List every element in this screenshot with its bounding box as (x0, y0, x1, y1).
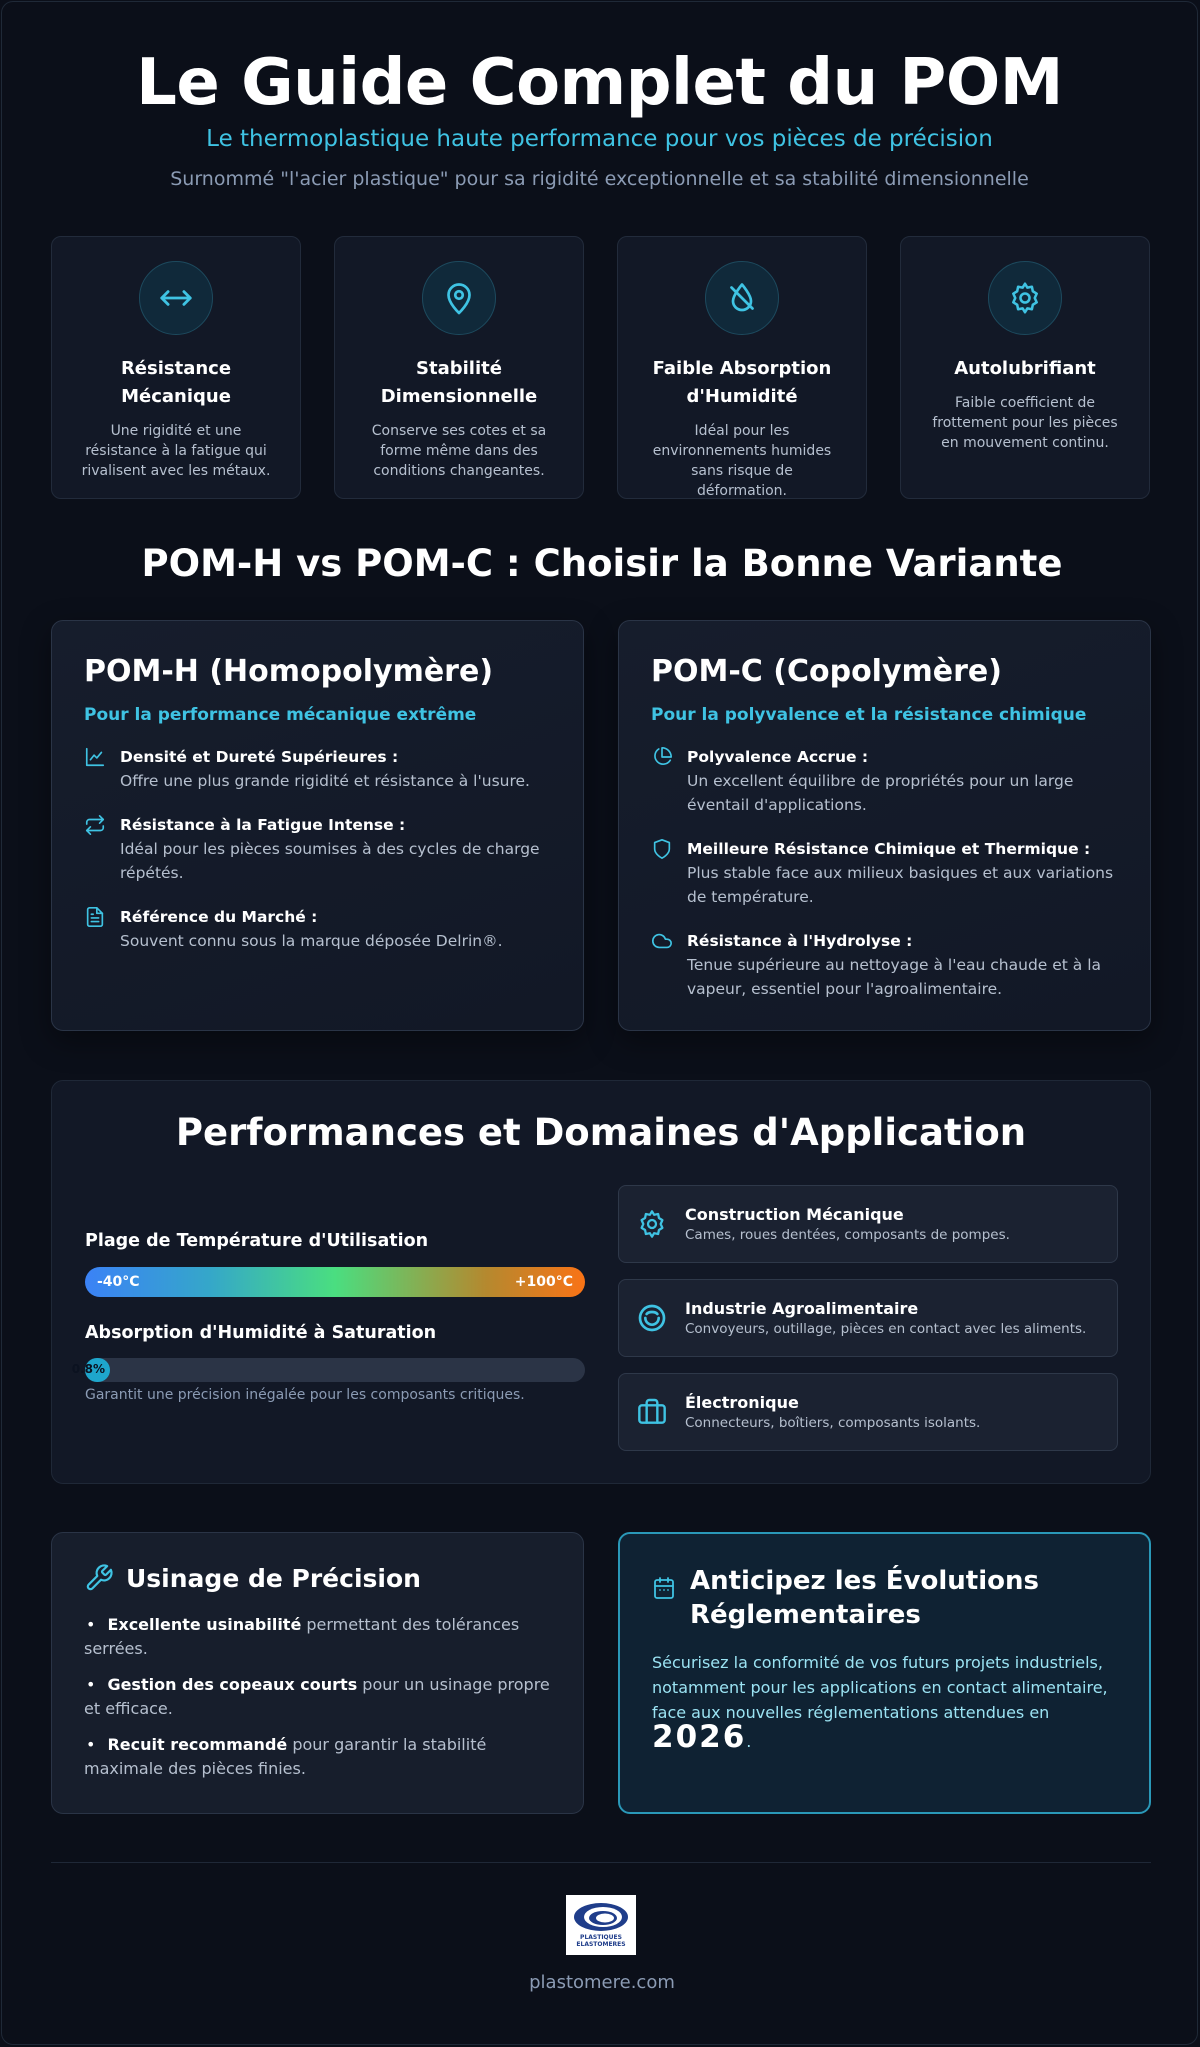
feature-desc: Idéal pour les environnements humides sans risque de déformation. (652, 423, 832, 499)
document-icon (84, 906, 108, 953)
pom-c-card (618, 620, 1151, 1031)
wrench-icon (84, 1563, 114, 1593)
page-title: Le Guide Complet du POM (136, 46, 1063, 120)
item-bold: Excellente usinabilité (107, 1615, 302, 1634)
feature-card-humidity (617, 236, 867, 499)
temperature-max: +100°C (514, 1274, 573, 1290)
calendar-icon (652, 1576, 676, 1600)
variants-section-title: POM-H vs POM-C : Choisir la Bonne Variante (141, 542, 1063, 585)
list-item (84, 813, 551, 885)
item-text: pour garantir la stabilité maximale des pièces finies. (84, 1735, 487, 1778)
brand-logo[interactable] (566, 1895, 636, 1955)
machining-title: Usinage de Précision (126, 1563, 421, 1593)
item-title: Polyvalence Accrue : (687, 748, 869, 766)
footer-site-link[interactable]: plastomere.com (529, 1972, 675, 1993)
droplet-off-icon (705, 261, 779, 335)
cloud-icon (651, 930, 675, 1001)
humidity-progress-fill (71, 1358, 110, 1382)
machining-card (51, 1532, 584, 1814)
item-text: Plus stable face aux milieux basiques et aux variations de température. (687, 864, 1114, 906)
feature-desc: Faible coefficient de frottement pour les pièces en mouvement continu. (932, 395, 1118, 451)
application-card-mechanical (618, 1185, 1118, 1263)
footer-divider (51, 1862, 1151, 1863)
pom-h-subtitle: Pour la performance mécanique extrême (84, 705, 477, 725)
feature-title: Autolubrifiant (954, 358, 1096, 379)
feature-title: Faible Absorption d'Humidité (652, 358, 832, 407)
temperature-range-bar (85, 1267, 585, 1297)
arrows-horizontal-icon (139, 261, 213, 335)
regulation-end: . (746, 1732, 752, 1751)
regulation-title: Anticipez les Évolutions Réglementaires (690, 1566, 1039, 1630)
pom-h-card (51, 620, 584, 1031)
item-bold: Gestion des copeaux courts (107, 1675, 358, 1694)
list-item (84, 745, 551, 793)
regulation-year: 2026 (652, 1719, 747, 1755)
pom-c-subtitle: Pour la polyvalence et la résistance chimique (651, 705, 1087, 725)
pom-h-title: POM-H (Homopolymère) (84, 654, 494, 689)
page-tagline: Surnommé "l'acier plastique" pour sa rigidité exceptionnelle et sa stabilité dimensionnelle (170, 168, 1029, 190)
briefcase-icon (635, 1395, 669, 1429)
application-desc: Convoyeurs, outillage, pièces en contact avec les aliments. (685, 1321, 1087, 1337)
list-item (84, 905, 551, 953)
pie-chart-icon (651, 746, 675, 817)
regulation-card (618, 1532, 1151, 1814)
logo-line2: ELASTOMERES (576, 1941, 626, 1948)
humidity-progress-bar (71, 1358, 585, 1382)
humidity-note: Garantit une précision inégalée pour les composants critiques. (85, 1387, 525, 1403)
list-item: • Recuit recommandé pour garantir la stabilité maximale des pièces finies. (84, 1735, 487, 1778)
item-text: Idéal pour les pièces soumises à des cycles de charge répétés. (120, 840, 540, 882)
list-item: • Gestion des copeaux courts pour un usinage propre et efficace. (84, 1675, 550, 1718)
application-card-electronics (618, 1373, 1118, 1451)
list-item: • Excellente usinabilité permettant des tolérances serrées. (84, 1615, 520, 1658)
performance-title: Performances et Domaines d'Application (175, 1111, 1027, 1154)
repeat-icon (84, 814, 108, 885)
shield-icon (651, 838, 675, 909)
item-title: Meilleure Résistance Chimique et Thermique : (687, 840, 1091, 858)
gear-icon (635, 1207, 669, 1241)
feature-title: Résistance Mécanique (120, 358, 232, 407)
feature-card-mechanical (51, 236, 301, 499)
feature-desc: Une rigidité et une résistance à la fatigue qui rivalisent avec les métaux. (81, 423, 271, 479)
item-title: Résistance à la Fatigue Intense : (120, 816, 406, 834)
feature-desc: Conserve ses cotes et sa forme même dans des conditions changeantes. (371, 423, 547, 479)
temperature-min: -40°C (97, 1274, 140, 1290)
feature-card-lubricant (900, 236, 1150, 499)
item-title: Densité et Dureté Supérieures : (120, 748, 399, 766)
list-item (651, 837, 1118, 909)
feature-card-stability (334, 236, 584, 499)
application-desc: Connecteurs, boîtiers, composants isolants. (685, 1415, 981, 1431)
humidity-label: Absorption d'Humidité à Saturation (85, 1323, 437, 1343)
bowl-icon (635, 1301, 669, 1335)
item-text: permettant des tolérances serrées. (84, 1615, 520, 1658)
application-title: Construction Mécanique (685, 1205, 904, 1224)
humidity-value: 0.8% (71, 1362, 105, 1376)
list-item (651, 929, 1118, 1001)
item-title: Résistance à l'Hydrolyse : (687, 932, 913, 950)
pom-c-title: POM-C (Copolymère) (651, 654, 1002, 689)
line-chart-icon (84, 746, 108, 793)
logo-line1: PLASTIQUES (580, 1934, 622, 1941)
logo-mark-icon (572, 1902, 630, 1934)
hero (2, 2, 1197, 190)
map-pin-icon (422, 261, 496, 335)
item-text: Offre une plus grande rigidité et résistance à l'usure. (120, 772, 530, 790)
list-item (651, 745, 1118, 817)
application-desc: Cames, roues dentées, composants de pompes. (685, 1227, 1010, 1243)
application-title: Industrie Agroalimentaire (685, 1299, 919, 1318)
temperature-label: Plage de Température d'Utilisation (85, 1231, 429, 1251)
item-bold: Recuit recommandé (107, 1735, 288, 1754)
application-title: Électronique (685, 1393, 799, 1412)
item-text: Tenue supérieure au nettoyage à l'eau chaude et à la vapeur, essentiel pour l'agroalimentaire. (687, 956, 1102, 998)
page (1, 1, 1198, 2045)
features-row (51, 236, 1151, 499)
item-text: Un excellent équilibre de propriétés pour un large éventail d'applications. (687, 772, 1074, 814)
page-subtitle: Le thermoplastique haute performance pour vos pièces de précision (206, 126, 993, 152)
gear-icon (988, 261, 1062, 335)
regulation-text: Sécurisez la conformité de vos futurs projets industriels, notamment pour les applications en contact alimentaire, face aux nouvelles réglementations attendues en (652, 1653, 1108, 1722)
feature-title: Stabilité Dimensionnelle (380, 358, 538, 407)
item-text: pour un usinage propre et efficace. (84, 1675, 550, 1718)
application-card-food (618, 1279, 1118, 1357)
item-text: Souvent connu sous la marque déposée Delrin®. (120, 932, 503, 950)
performance-section (51, 1080, 1151, 1484)
item-title: Référence du Marché : (120, 908, 318, 926)
